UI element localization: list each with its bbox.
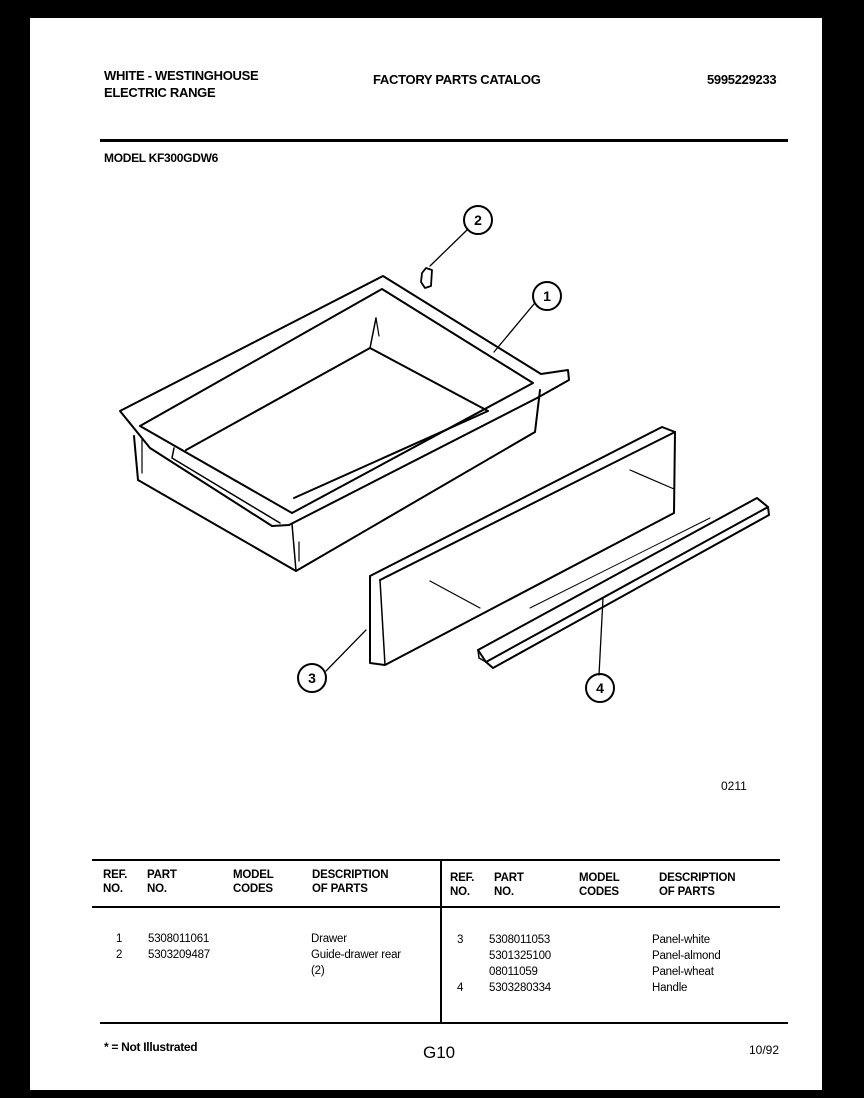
part-cell: 08011059 xyxy=(489,966,538,978)
ref-cell: 3 xyxy=(457,934,464,946)
catalog-title: FACTORY PARTS CATALOG xyxy=(373,72,541,87)
part-cell: 5303209487 xyxy=(148,949,210,961)
table-header-rule xyxy=(92,906,780,908)
header-description-right: DESCRIPTION OF PARTS xyxy=(659,872,736,898)
desc-cell: (2) xyxy=(311,965,325,977)
handle-part xyxy=(478,498,769,668)
table-top-rule xyxy=(92,859,780,861)
ref-cell: 2 xyxy=(116,949,123,961)
table-bottom-rule xyxy=(100,1022,788,1024)
desc-cell: Guide-drawer rear xyxy=(311,949,401,961)
header-ref-no: REF. NO. xyxy=(103,869,128,895)
desc-cell: Drawer xyxy=(311,933,347,945)
table-row xyxy=(116,931,122,947)
brand-line-2: ELECTRIC RANGE xyxy=(104,85,216,100)
callout-2: 2 xyxy=(474,212,482,228)
drawer-panel-part xyxy=(370,427,675,665)
desc-cell: Handle xyxy=(652,982,688,994)
callout-1: 1 xyxy=(543,288,551,304)
footnote: * = Not Illustrated xyxy=(104,1040,198,1054)
drawer-guide-part xyxy=(421,268,432,288)
desc-cell: Panel-almond xyxy=(652,950,721,962)
header-model-codes: MODEL CODES xyxy=(233,869,274,895)
part-cell: 5308011053 xyxy=(489,934,551,946)
brand-line-1: WHITE - WESTINGHOUSE xyxy=(104,68,259,83)
header-part-no-right: PART NO. xyxy=(494,872,524,898)
part-cell: 5308011061 xyxy=(148,933,210,945)
ref-cell: 4 xyxy=(457,982,464,994)
table-divider xyxy=(440,859,442,1024)
catalog-number: 5995229233 xyxy=(707,72,777,87)
callout-3: 3 xyxy=(308,670,316,686)
model-number: MODEL KF300GDW6 xyxy=(104,151,218,165)
part-cell: 5303280334 xyxy=(489,982,551,994)
ref-cell: 1 xyxy=(116,933,123,945)
header-part-no: PART NO. xyxy=(147,869,177,895)
callout-4: 4 xyxy=(596,680,604,696)
desc-cell: Panel-white xyxy=(652,934,710,946)
figure-code: 0211 xyxy=(721,779,747,793)
revision-date: 10/92 xyxy=(749,1043,780,1057)
parts-catalog-page xyxy=(30,18,822,1090)
page-number: G10 xyxy=(423,1043,456,1062)
exploded-parts-diagram xyxy=(30,18,822,793)
part-cell: 5301325100 xyxy=(489,950,551,962)
drawer-part xyxy=(120,276,569,571)
header-ref-no-right: REF. NO. xyxy=(450,872,475,898)
header-model-codes-right: MODEL CODES xyxy=(579,872,620,898)
header-description: DESCRIPTION OF PARTS xyxy=(312,869,389,895)
desc-cell: Panel-wheat xyxy=(652,966,714,978)
